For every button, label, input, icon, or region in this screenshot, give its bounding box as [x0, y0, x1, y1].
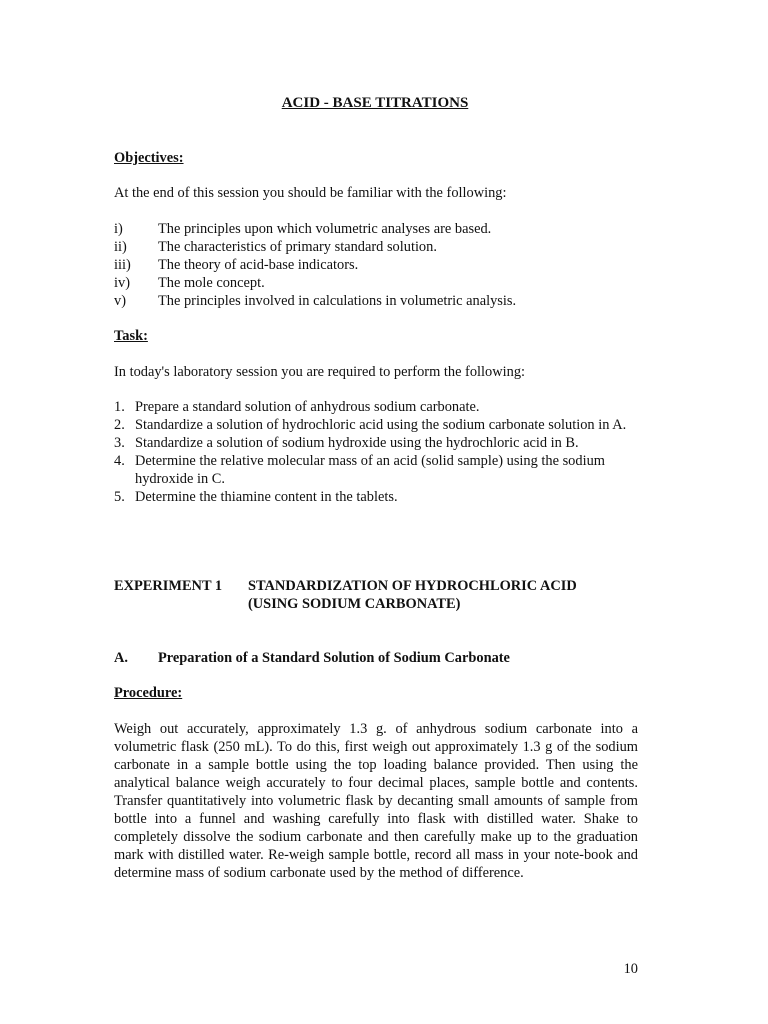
list-item — [114, 434, 638, 452]
procedure-text: Weigh out accurately, approximately 1.3 g. of anhydrous sodium carbonate into a volumetric flask (250 mL). To do this, first weigh out approximately 1.3 g of the sodium carbonate in a sample bottle using the top loading balance provided. Then using the analytical balance weigh accurately to four decimal places, sample bottle and contents. Transfer quantitatively into volumetric flask by decanting small amounts of sample from bottle into a funnel and washing carefully into flask with distilled water. Shake to completely dissolve the sodium carbonate and then carefully make up to the graduation mark with distilled water. Re-weigh sample bottle, record all mass in your note-book and determine mass of sodium carbonate used by the method of difference. — [114, 721, 638, 881]
experiment-heading — [114, 577, 577, 613]
list-number: v) — [114, 293, 126, 309]
list-item — [114, 292, 638, 310]
list-text: The principles upon which volumetric analyses are based. — [158, 221, 492, 237]
task-intro: In today's laboratory session you are required to perform the following: — [114, 364, 526, 380]
objectives-intro: At the end of this session you should be familiar with the following: — [114, 185, 507, 201]
list-number: iv) — [114, 275, 130, 291]
list-number: ii) — [114, 239, 127, 255]
list-text: The principles involved in calculations in volumetric analysis. — [158, 293, 517, 309]
list-number: iii) — [114, 257, 131, 273]
page-number: 10 — [623, 961, 638, 977]
list-text: Determine the relative molecular mass of an acid (solid sample) using the sodium hydroxide in C. — [135, 453, 605, 487]
task-heading: Task: — [114, 328, 148, 344]
list-item — [114, 238, 638, 256]
list-item — [114, 274, 638, 292]
list-text: Standardize a solution of sodium hydroxide using the hydrochloric acid in B. — [135, 435, 579, 451]
procedure-heading: Procedure: — [114, 685, 183, 701]
list-text: Prepare a standard solution of anhydrous sodium carbonate. — [135, 399, 480, 415]
list-number: 3. — [114, 435, 125, 451]
list-item — [114, 452, 638, 488]
experiment-label: EXPERIMENT 1 — [114, 578, 223, 594]
experiment-title-line1: STANDARDIZATION OF HYDROCHLORIC ACID — [248, 578, 577, 594]
objectives-heading: Objectives: — [114, 150, 184, 166]
section-a-label: A. — [114, 650, 128, 666]
list-number: i) — [114, 221, 123, 237]
list-text: The characteristics of primary standard solution. — [158, 239, 437, 255]
list-text: The mole concept. — [158, 275, 265, 291]
experiment-title — [248, 577, 577, 613]
task-list — [114, 398, 638, 506]
list-text: The theory of acid-base indicators. — [158, 257, 359, 273]
list-text: Determine the thiamine content in the tablets. — [135, 489, 398, 505]
list-number: 5. — [114, 489, 125, 505]
list-item — [114, 398, 638, 416]
section-a-heading — [114, 649, 510, 667]
list-text: Standardize a solution of hydrochloric acid using the sodium carbonate solution in A. — [135, 417, 627, 433]
experiment-title-line2: (USING SODIUM CARBONATE) — [248, 596, 461, 612]
list-number: 4. — [114, 453, 125, 469]
list-item — [114, 220, 638, 238]
section-a-title: Preparation of a Standard Solution of Sodium Carbonate — [158, 650, 510, 666]
list-item — [114, 416, 638, 434]
objectives-list — [114, 220, 638, 310]
list-item — [114, 256, 638, 274]
list-number: 1. — [114, 399, 125, 415]
list-number: 2. — [114, 417, 125, 433]
page-title: ACID - BASE TITRATIONS — [281, 95, 469, 111]
list-item — [114, 488, 638, 506]
